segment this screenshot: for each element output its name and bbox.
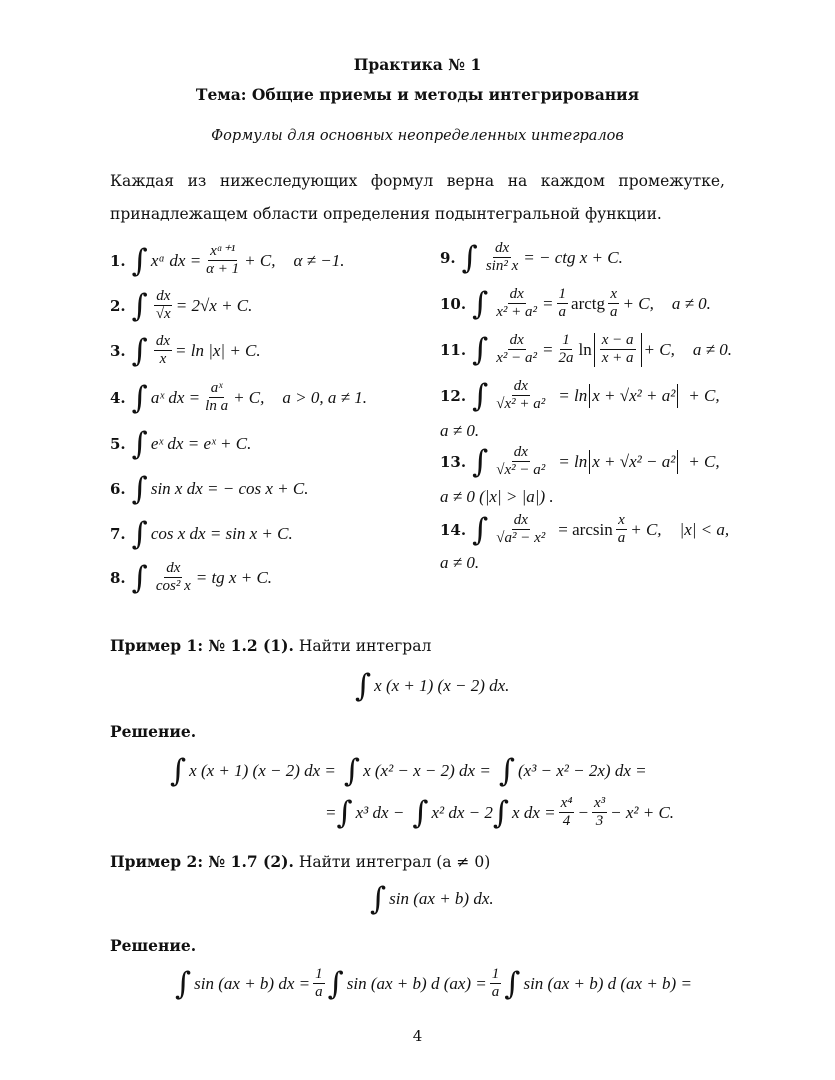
intro-paragraph: Каждая из нижеследующих формул верна на каждом промежутке, принадлежащем области определения подынтегральной функции.: [110, 172, 725, 223]
formula-12-condition: a ≠ 0.: [440, 421, 480, 440]
formula-9: 9. ∫ $\frac{dx}{\text{sin² x}}$ = − ctg x + C.: [440, 240, 623, 277]
example-2-integral: ∫ sin (ax + b) dx.: [370, 881, 494, 917]
fraction: $\frac{\text{xᵅ⁺¹}}{\alpha + 1}$: [206, 243, 240, 278]
fraction: $\frac{\text{aˣ}}{\text{ln a}}$: [205, 380, 229, 415]
formula-lhs: xᵅ dx =: [150, 250, 202, 270]
subtitle: Формулы для основных неопределенных интегралов: [211, 128, 624, 144]
solution-2-line-1: ∫ sin (ax + b) dx = $\frac{1}{a}$ ∫ sin (ax + b) d (ax) = $\frac{1}{a}$ ∫ sin (ax + b) d (ax + b) =: [175, 966, 692, 1003]
formula-3: 3. ∫ $\frac{dx}{x}$ = ln |x| + C.: [110, 333, 261, 370]
page-number: 4: [412, 1027, 423, 1045]
fraction: $\frac{dx}{\text{cos² x}}$: [155, 560, 191, 595]
fraction: $\frac{dx}{\text{x² − a²}}$: [496, 332, 538, 367]
practice-title: Практика № 1: [353, 55, 482, 74]
fraction: $\frac{dx}{\text{x² + a²}}$: [496, 286, 538, 321]
example-2-heading: Пример 2: № 1.7 (2). Найти интеграл (a ≠ 0): [110, 852, 491, 871]
example-1-integral: ∫ x (x + 1) (x − 2) dx.: [355, 668, 510, 704]
formula-5: 5. ∫ eˣ dx = eˣ + C.: [110, 426, 252, 462]
formula-11: 11. ∫ $\frac{dx}{\text{x² − a²}}$ = $\frac{1}{2a}$ ln $\frac{x - a}{x + a}$ + C, a ≠ 0.: [440, 332, 732, 369]
fraction: $\frac{dx}{x}$: [155, 333, 170, 368]
fraction: $\frac{dx}{\text{√a² − x²}}$: [496, 512, 546, 547]
formula-14: 14. ∫ $\frac{dx}{\text{√a² − x²}}$ = arcsin $\frac{x}{a}$ + C, |x| < a,: [440, 512, 730, 549]
formula-4: 4. ∫ aˣ dx = $\frac{\text{aˣ}}{\text{ln a}}$ + C, a > 0, a ≠ 1.: [110, 380, 367, 417]
topic-title: Тема: Общие приемы и методы интегрирования: [195, 85, 640, 104]
formula-number: 1.: [110, 251, 126, 270]
formula-condition: α ≠ −1.: [293, 250, 345, 270]
fraction: $\frac{dx}{\text{sin² x}}$: [485, 240, 519, 275]
formula-13-condition: a ≠ 0 (|x| > |a|) .: [440, 487, 554, 506]
formula-8: 8. ∫ $\frac{dx}{\text{cos² x}}$ = tg x + C.: [110, 560, 273, 597]
solution-2-label: Решение.: [110, 936, 197, 955]
formula-12: 12. ∫ $\frac{dx}{\text{√x² + a²}}$ = ln x + √x² + a² + C,: [440, 378, 720, 415]
formula-7: 7. ∫ cos x dx = sin x + C.: [110, 516, 293, 552]
solution-1-line-2: = ∫ x³ dx − ∫ x² dx − 2 ∫ x dx = $\frac{\text{x⁴}}{4}$ − $\frac{\text{x³}}{3}$ − x² + C.: [325, 795, 675, 832]
formula-14-condition: a ≠ 0.: [440, 553, 480, 572]
solution-1-line-1: ∫ x (x + 1) (x − 2) dx = ∫ x (x² − x − 2) dx = ∫ (x³ − x² − 2x) dx =: [170, 753, 647, 789]
formula-2: 2. ∫ $\frac{dx}{√x}$ = 2√x + C.: [110, 288, 253, 325]
formula-10: 10. ∫ $\frac{dx}{\text{x² + a²}}$ = $\frac{1}{a}$ arctg $\frac{x}{a}$ + C, a ≠ 0.: [440, 286, 711, 323]
example-1-heading: Пример 1: № 1.2 (1). Найти интеграл: [110, 636, 432, 655]
formula-13: 13. ∫ $\frac{dx}{\text{√x² − a²}}$ = ln x + √x² − a² + C,: [440, 444, 720, 481]
fraction: $\frac{dx}{√x}$: [155, 288, 171, 323]
formula-6: 6. ∫ sin x dx = − cos x + C.: [110, 471, 309, 507]
solution-1-label: Решение.: [110, 722, 197, 741]
fraction: $\frac{dx}{\text{√x² − a²}}$: [496, 444, 546, 479]
fraction: $\frac{dx}{\text{√x² + a²}}$: [496, 378, 546, 413]
formula-1: 1. ∫ xᵅ dx = $\frac{\text{xᵅ⁺¹}}{\alpha + 1}$ + C, α ≠ −1.: [110, 243, 345, 280]
